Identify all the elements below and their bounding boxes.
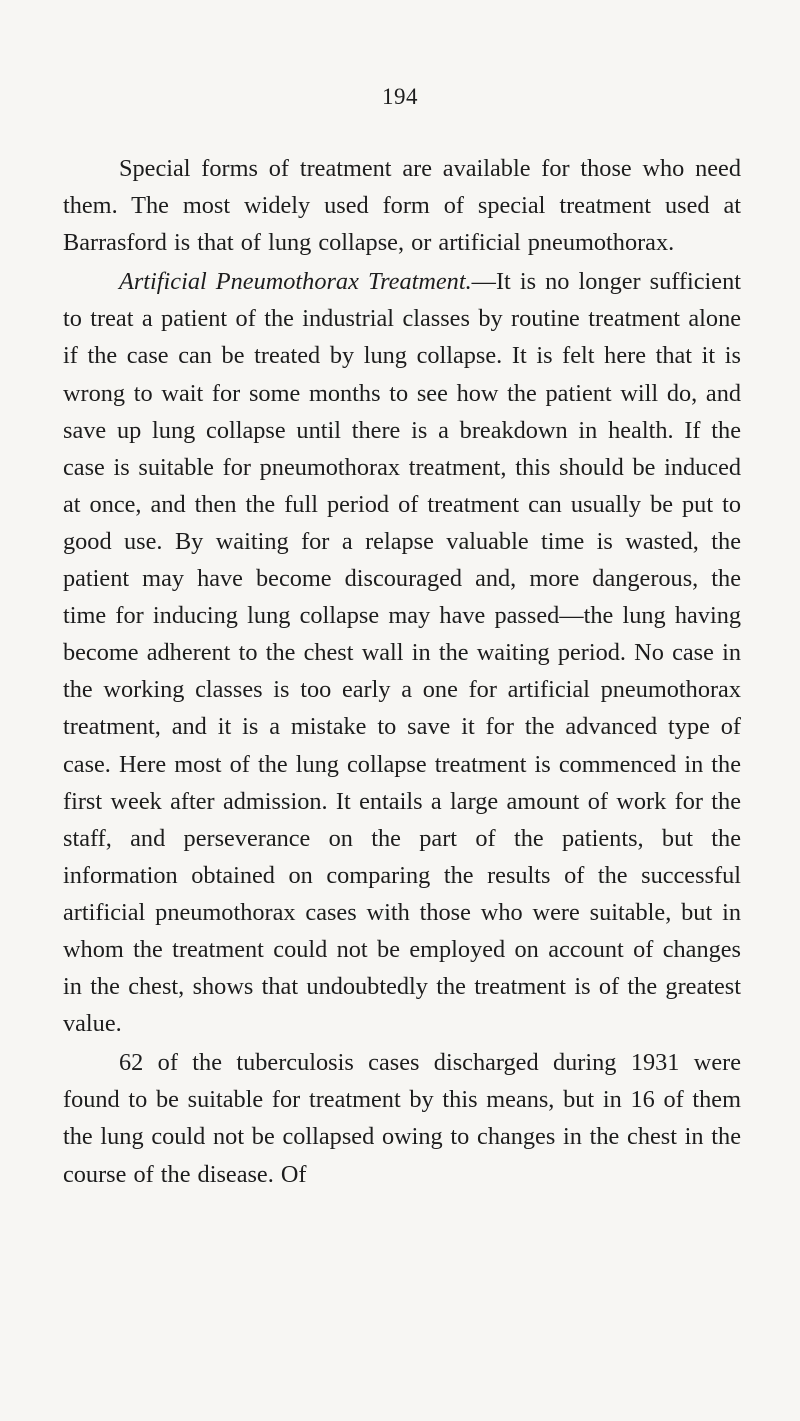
paragraph-special-treatment: Special forms of treatment are available for those who need them. The most widely used form of special treatment used at Barrasford is that of lung collapse, or artificial pneumothorax. [63, 155, 741, 257]
paragraph-artificial-pneumothorax [63, 263, 741, 1042]
paragraph-artificial-pneumothorax-text: —It is no longer sufficient to treat a patient of the industrial classes by routine treatment alone if the case can be treated by lung collapse. It is felt here that it is wrong to wait for some months to see how the patient will do, and save up lung collapse until there is a breakdown in health. If the case is suitable for pneumothorax treatment, this should be induced at once, and then the full period of treatment can usually be put to good use. By waiting for a relapse valuable time is wasted, the patient may have become discouraged and, more dangerous, the time for inducing lung collapse may have passed—the lung having become adherent to the chest wall in the waiting period. No case in the working classes is too early a one for artificial pneumothorax treatment, and it is a mistake to save it for the advanced type of case. Here most of the lung collapse treatment is commenced in the first week after admission. It entails a large amount of work for the staff, and perseverance on the part of the patients, but the information obtained on comparing the results of the successful artificial pneumothorax cases with those who were suitable, but in whom the treatment could not be employed on account of changes in the chest, shows that undoubtedly the treatment is of the greatest value. [63, 268, 741, 1038]
section-heading-artificial-pneumothorax: Artificial Pneumothorax Treatment. [119, 268, 472, 296]
page-number: 194 [382, 84, 418, 109]
body-text [63, 150, 741, 1193]
paragraph-discharge-stats: 62 of the tuberculosis cases discharged during 1931 were found to be suitable for treatment by this means, but in 16 of them the lung could not be collapsed owing to changes in the chest in the course of the disease. Of [63, 1049, 741, 1188]
